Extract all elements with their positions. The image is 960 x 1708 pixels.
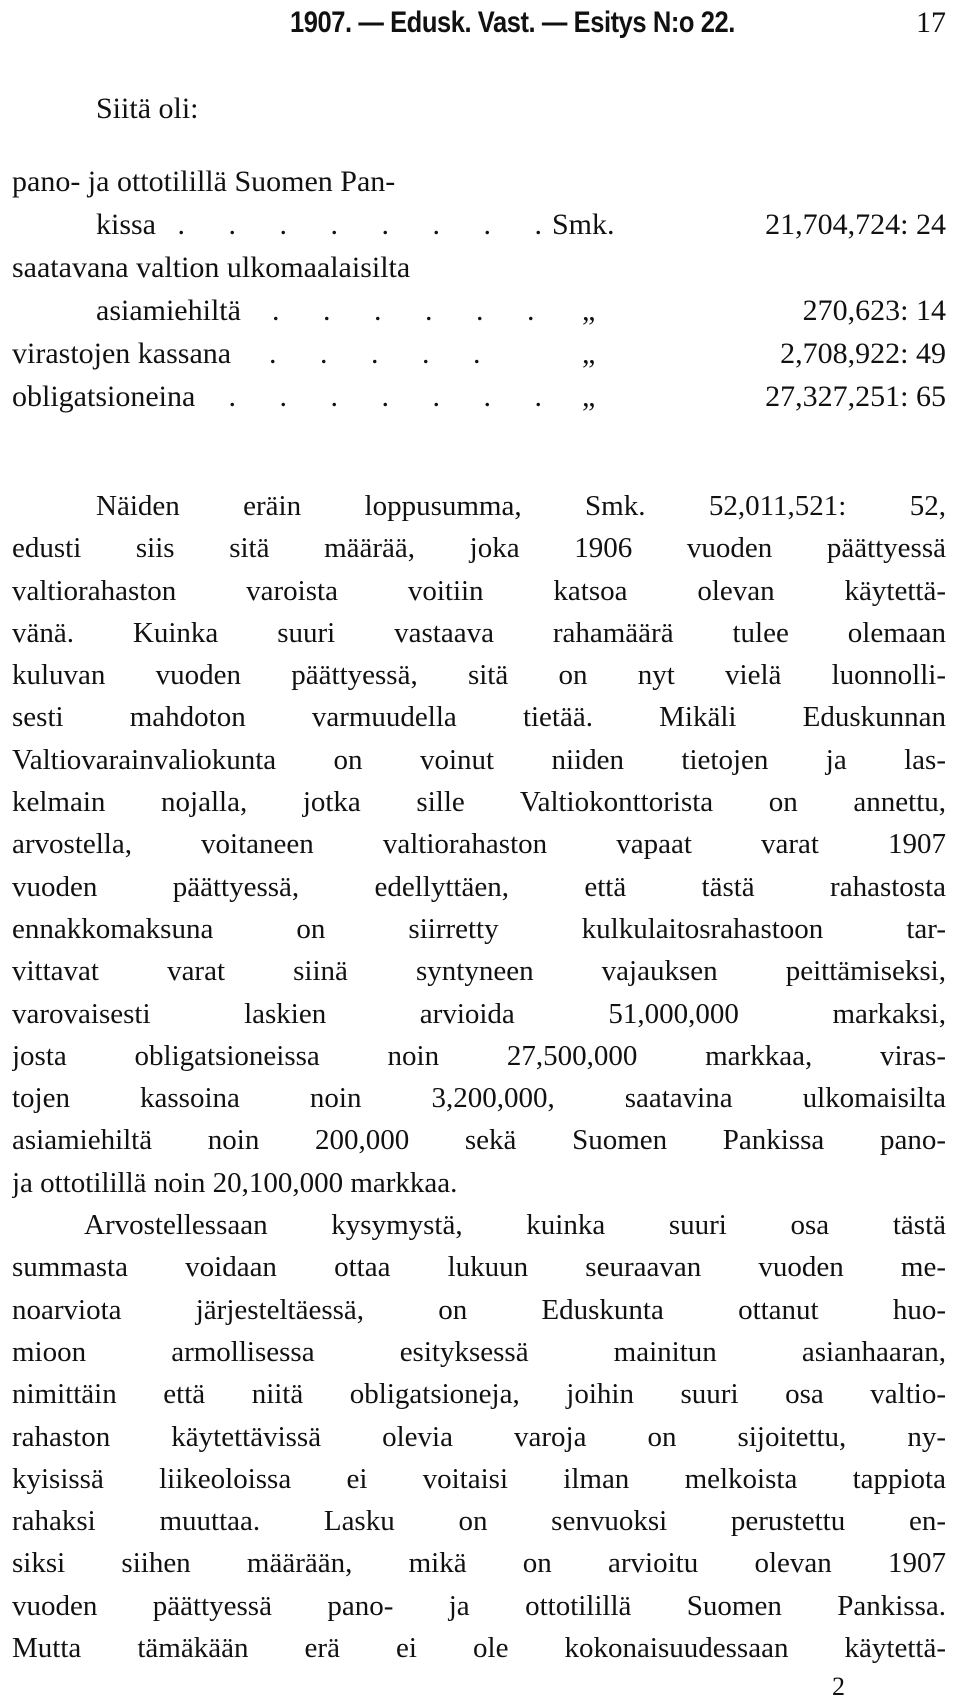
text-line: tojen kassoina noin 3,200,000, saatavina ulkomaisilta [12,1082,946,1115]
text-line: vuoden päättyessä pano- ja ottotilillä Suomen Pankissa. [12,1589,946,1622]
row-label: asiamiehiltä [96,294,241,327]
text-line: varovaisesti laskien arvioida 51,000,000 markaksi, [12,997,946,1030]
dot-leader: . . . . . . . . [177,208,560,241]
table-row [12,289,946,332]
table-row [12,160,946,203]
row-amount: 2,708,922: 49 [780,337,946,370]
text-line: vänä. Kuinka suuri vastaava rahamäärä tulee olemaan [12,616,946,649]
text-line: sesti mahdoton varmuudella tietää. Mikäli Eduskunnan [12,701,946,734]
row-label: kissa [96,208,156,241]
currency-unit: Smk. [552,208,615,241]
text-line: valtiorahaston varoista voitiin katsoa olevan käytettä- [12,574,946,607]
text-line: edusti siis sitä määrää, joka 1906 vuoden päättyessä [12,532,946,565]
text-line: summasta voidaan ottaa lukuun seuraavan vuoden me- [12,1251,946,1284]
text-line: rahaksi muuttaa. Lasku on senvuoksi perustettu en- [12,1505,946,1538]
text-line: arvostella, voitaneen valtiorahaston vapaat varat 1907 [12,828,946,861]
text-line: Valtiovarainvaliokunta on voinut niiden tietojen ja las- [12,743,946,776]
header-title: 1907. — Edusk. Vast. — Esitys N:o 22. [290,6,735,39]
dot-leader: . . . . . . [272,294,553,327]
text-line: kelmain nojalla, jotka sille Valtiokonttorista on annettu, [12,786,946,819]
row-label: obligatsioneina [12,380,196,413]
text-line: mioon armollisessa esityksessä mainitun asianhaaran, [12,1335,946,1368]
text-line: vittavat varat siinä syntyneen vajauksen peittämiseksi, [12,955,946,988]
ditto-mark: „ [582,294,596,327]
dot-leader: . . . . . [269,337,499,370]
text-line: rahaston käytettävissä olevia varoja on sijoitettu, ny- [12,1420,946,1453]
text-line: kyisissä liikeoloissa ei voitaisi ilman melkoista tappiota [12,1462,946,1495]
table-row [12,332,946,375]
text-line: Näiden eräin loppusumma, Smk. 52,011,521: 52, [96,490,946,522]
text-line: kuluvan vuoden päättyessä, sitä on nyt vielä luonnolli- [12,659,946,692]
signature-mark: 2 [832,1672,845,1701]
text-line: noarviota järjesteltäessä, on Eduskunta ottanut huo- [12,1293,946,1326]
table-row [12,246,946,289]
text-line: asiamiehiltä noin 200,000 sekä Suomen Pankissa pano- [12,1124,946,1157]
body-text [12,485,946,1669]
subheading: Siitä oli: [96,92,199,125]
table-row [12,375,946,418]
text-line: ennakkomaksuna on siirretty kulkulaitosrahastoon tar- [12,912,946,945]
amounts-table [12,160,946,418]
text-line: nimittäin että niitä obligatsioneja, joihin suuri osa valtio- [12,1378,946,1411]
running-header [0,6,960,42]
ditto-mark: „ [582,380,596,413]
text-line: Arvostellessaan kysymystä, kuinka suuri osa tästä [84,1209,946,1242]
ditto-mark: „ [582,337,596,370]
row-label: saatavana valtion ulkomaalaisilta [12,251,411,284]
text-line: siksi siihen määrään, mikä on arvioitu olevan 1907 [12,1547,946,1580]
text-line: vuoden päättyessä, edellyttäen, että tästä rahastosta [12,870,946,903]
row-label: virastojen kassana [12,337,232,370]
dot-leader: . . . . . . . [228,380,560,413]
row-amount: 27,327,251: 65 [765,380,946,413]
text-line: Mutta tämäkään erä ei ole kokonaisuudessaan käytettä- [12,1632,946,1665]
row-label: pano- ja ottotilillä Suomen Pan- [12,165,396,198]
page-number: 17 [916,6,946,39]
text-line: josta obligatsioneissa noin 27,500,000 markkaa, viras- [12,1039,946,1072]
row-amount: 21,704,724: 24 [765,208,946,241]
row-amount: 270,623: 14 [802,294,946,327]
table-row [12,203,946,246]
text-line: ja ottotilillä noin 20,100,000 markkaa. [12,1166,458,1199]
